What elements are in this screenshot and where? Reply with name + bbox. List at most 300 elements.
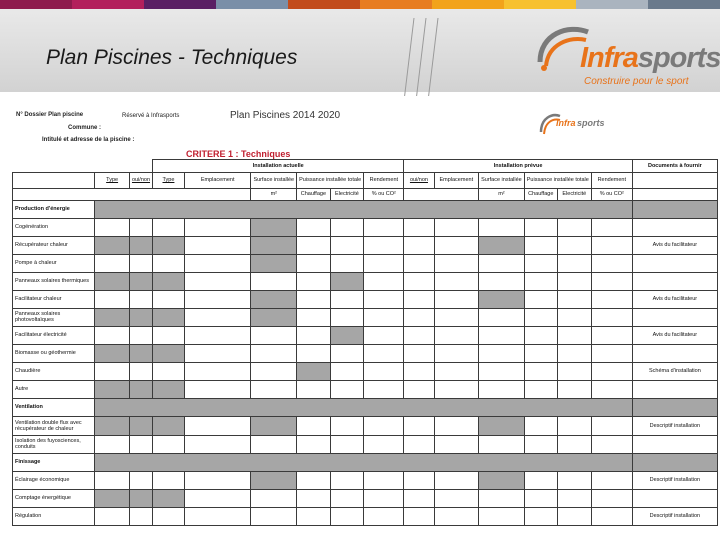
table-cell[interactable] [251, 290, 297, 308]
table-cell[interactable] [330, 308, 364, 326]
table-cell[interactable] [184, 380, 251, 398]
table-cell[interactable] [524, 489, 557, 507]
table-cell[interactable] [479, 435, 525, 453]
stripe-segment [360, 0, 432, 9]
header-m2: m² [251, 188, 297, 200]
stripe-segment [648, 0, 720, 9]
table-row [13, 218, 718, 236]
table-cell[interactable] [557, 308, 591, 326]
table-cell[interactable] [434, 326, 479, 344]
table-cell[interactable] [591, 308, 632, 326]
table-cell[interactable] [524, 362, 557, 380]
table-cell[interactable] [591, 290, 632, 308]
table-cell[interactable] [251, 362, 297, 380]
header-rendement-2: Rendement [591, 172, 632, 188]
table-cell[interactable] [251, 254, 297, 272]
table-cell[interactable] [184, 507, 251, 525]
header-electricite: Electricité [330, 188, 364, 200]
table-cell[interactable] [524, 272, 557, 290]
table-cell[interactable] [404, 272, 434, 290]
table-cell[interactable] [557, 489, 591, 507]
row-label: Pompe à chaleur [13, 254, 95, 272]
row-label: Cogénération [13, 218, 95, 236]
table-cell[interactable] [95, 254, 130, 272]
table-cell[interactable] [184, 236, 251, 254]
table-cell[interactable] [184, 489, 251, 507]
table-cell[interactable] [153, 290, 185, 308]
table-row [13, 272, 718, 290]
table-cell[interactable] [364, 254, 404, 272]
table-cell[interactable] [251, 471, 297, 489]
table-cell[interactable] [434, 308, 479, 326]
table-cell[interactable] [591, 380, 632, 398]
table-cell[interactable] [330, 362, 364, 380]
table-cell[interactable] [330, 218, 364, 236]
brand-logo [532, 18, 720, 90]
table-cell[interactable] [524, 416, 557, 435]
table-cell[interactable] [557, 435, 591, 453]
table-cell[interactable] [479, 362, 525, 380]
scanned-form [2, 96, 718, 540]
table-cell[interactable] [524, 254, 557, 272]
row-document: Descriptif installation [632, 416, 717, 435]
table-cell[interactable] [524, 380, 557, 398]
table-cell[interactable] [129, 308, 152, 326]
table-cell[interactable] [129, 272, 152, 290]
table-cell[interactable] [434, 218, 479, 236]
row-document [632, 398, 717, 416]
table-cell[interactable] [557, 326, 591, 344]
row-label: Récupérateur chaleur [13, 236, 95, 254]
table-cell[interactable] [251, 344, 297, 362]
header-pct-co2: % ou CO² [364, 188, 404, 200]
table-cell[interactable] [184, 272, 251, 290]
table-cell[interactable] [524, 344, 557, 362]
table-cell[interactable] [591, 435, 632, 453]
table-cell[interactable] [591, 489, 632, 507]
brand-wordmark: Infrasports [580, 42, 720, 74]
table-cell[interactable] [404, 218, 434, 236]
table-cell[interactable] [129, 489, 152, 507]
table-cell[interactable] [129, 380, 152, 398]
table-cell[interactable] [479, 326, 525, 344]
table-cell[interactable] [95, 471, 130, 489]
row-label: Ventilation double flux avec récupérateur de chaleur [13, 416, 95, 435]
table-cell[interactable] [153, 489, 185, 507]
table-cell[interactable] [251, 308, 297, 326]
table-cell[interactable] [95, 218, 130, 236]
table-cell[interactable] [184, 326, 251, 344]
table-cell[interactable] [251, 380, 297, 398]
header-type2: Type [153, 172, 185, 188]
table-cell[interactable] [95, 507, 130, 525]
table-cell[interactable] [557, 507, 591, 525]
row-document [632, 489, 717, 507]
table-cell[interactable] [251, 272, 297, 290]
table-cell[interactable] [434, 416, 479, 435]
table-cell[interactable] [153, 507, 185, 525]
table-cell[interactable] [330, 507, 364, 525]
header-puissance-2: Puissance installée totale [524, 172, 591, 188]
row-label: Éclairage économique [13, 471, 95, 489]
table-row [13, 507, 718, 525]
table-row [13, 236, 718, 254]
top-color-stripes [0, 0, 720, 9]
table-cell[interactable] [524, 218, 557, 236]
table-cell[interactable] [297, 344, 331, 362]
table-cell[interactable] [153, 272, 185, 290]
header-chauffage: Chauffage [297, 188, 331, 200]
table-cell[interactable] [557, 272, 591, 290]
table-cell[interactable] [129, 435, 152, 453]
intitule-label: Intitulé et adresse de la piscine : [42, 137, 135, 143]
brand-tagline: Construire pour le sport [584, 76, 689, 87]
row-document [632, 380, 717, 398]
table-row [13, 453, 718, 471]
criteria-table [12, 149, 718, 526]
table-row [13, 435, 718, 453]
table-cell[interactable] [297, 308, 331, 326]
stripe-segment [0, 0, 72, 9]
table-cell[interactable] [364, 489, 404, 507]
table-cell[interactable] [479, 489, 525, 507]
table-row [13, 362, 718, 380]
table-cell[interactable] [404, 344, 434, 362]
table-cell[interactable] [153, 380, 185, 398]
header-oui-non-2: oui/non [404, 172, 434, 188]
table-cell[interactable] [479, 380, 525, 398]
table-cell[interactable] [591, 218, 632, 236]
table-cell[interactable] [95, 416, 130, 435]
table-cell[interactable] [297, 416, 331, 435]
table-cell[interactable] [557, 380, 591, 398]
table-cell[interactable] [330, 471, 364, 489]
row-document: Avis du facilitateur [632, 290, 717, 308]
table-cell[interactable] [330, 380, 364, 398]
table-cell[interactable] [364, 272, 404, 290]
header-rendement: Rendement [364, 172, 404, 188]
table-cell[interactable] [153, 218, 185, 236]
table-row [13, 344, 718, 362]
table-cell[interactable] [330, 272, 364, 290]
row-label: Production d'énergie [13, 200, 95, 218]
table-cell[interactable] [184, 254, 251, 272]
stripe-segment [216, 0, 288, 9]
table-cell[interactable] [251, 326, 297, 344]
table-cell[interactable] [184, 290, 251, 308]
table-cell[interactable] [330, 489, 364, 507]
table-cell[interactable] [129, 236, 152, 254]
table-cell[interactable] [479, 254, 525, 272]
table-cell[interactable] [95, 435, 130, 453]
table-cell[interactable] [153, 254, 185, 272]
table-cell[interactable] [153, 362, 185, 380]
section-band [95, 398, 632, 416]
table-cell[interactable] [297, 236, 331, 254]
stripe-segment [504, 0, 576, 9]
table-cell[interactable] [251, 236, 297, 254]
table-cell[interactable] [434, 236, 479, 254]
table-cell[interactable] [95, 272, 130, 290]
table-row [13, 200, 718, 218]
table-cell[interactable] [95, 380, 130, 398]
mini-swoosh-icon [538, 110, 608, 138]
table-cell[interactable] [364, 218, 404, 236]
table-cell[interactable] [479, 471, 525, 489]
table-cell[interactable] [434, 380, 479, 398]
table-cell[interactable] [434, 489, 479, 507]
row-document [632, 200, 717, 218]
table-cell[interactable] [364, 344, 404, 362]
table-cell[interactable] [404, 416, 434, 435]
table-cell[interactable] [364, 416, 404, 435]
table-cell[interactable] [434, 507, 479, 525]
table-cell[interactable] [330, 290, 364, 308]
table-cell[interactable] [591, 471, 632, 489]
row-label: Autre [13, 380, 95, 398]
table-cell[interactable] [479, 507, 525, 525]
table-cell[interactable] [404, 435, 434, 453]
table-cell[interactable] [95, 489, 130, 507]
svg-text:Infra: Infra [556, 118, 576, 128]
header-puissance: Puissance installée totale [297, 172, 364, 188]
stripe-segment [576, 0, 648, 9]
stripe-segment [144, 0, 216, 9]
table-cell[interactable] [129, 290, 152, 308]
stripe-segment [72, 0, 144, 9]
table-cell[interactable] [95, 326, 130, 344]
table-cell[interactable] [364, 380, 404, 398]
table-cell[interactable] [524, 308, 557, 326]
table-cell[interactable] [184, 344, 251, 362]
table-cell[interactable] [251, 416, 297, 435]
table-cell[interactable] [129, 254, 152, 272]
table-cell[interactable] [297, 435, 331, 453]
table-cell[interactable] [251, 435, 297, 453]
table-cell[interactable] [297, 380, 331, 398]
reserve-label: Réservé à Infrasports [122, 113, 180, 119]
table-cell[interactable] [129, 471, 152, 489]
row-document [632, 453, 717, 471]
table-cell[interactable] [434, 344, 479, 362]
header-installation-actuelle: Installation actuelle [153, 159, 404, 172]
row-document [632, 435, 717, 453]
row-document [632, 218, 717, 236]
criterion-title: CRITERE 1 : Techniques [186, 149, 291, 159]
table-cell[interactable] [364, 507, 404, 525]
table-cell[interactable] [153, 435, 185, 453]
table-cell[interactable] [404, 326, 434, 344]
section-band [95, 200, 632, 218]
row-document [632, 344, 717, 362]
header-electricite-2: Electricité [557, 188, 591, 200]
header-surface-2: Surface installée [479, 172, 525, 188]
table-cell[interactable] [251, 489, 297, 507]
table-cell[interactable] [479, 344, 525, 362]
row-label: Ventilation [13, 398, 95, 416]
table-cell[interactable] [364, 236, 404, 254]
table-cell[interactable] [364, 308, 404, 326]
table-cell[interactable] [297, 272, 331, 290]
table-cell[interactable] [364, 362, 404, 380]
table-cell[interactable] [591, 416, 632, 435]
table-cell[interactable] [297, 362, 331, 380]
table-cell[interactable] [524, 507, 557, 525]
table-cell[interactable] [330, 254, 364, 272]
table-cell[interactable] [479, 308, 525, 326]
table-cell[interactable] [524, 236, 557, 254]
table-cell[interactable] [591, 326, 632, 344]
table-cell[interactable] [129, 416, 152, 435]
row-document: Descriptif installation [632, 507, 717, 525]
table-cell[interactable] [479, 218, 525, 236]
table-cell[interactable] [95, 362, 130, 380]
table-cell[interactable] [129, 218, 152, 236]
table-cell[interactable] [591, 362, 632, 380]
table-cell[interactable] [297, 507, 331, 525]
table-cell[interactable] [330, 435, 364, 453]
table-cell[interactable] [297, 218, 331, 236]
table-cell[interactable] [129, 362, 152, 380]
table-cell[interactable] [404, 290, 434, 308]
table-cell[interactable] [557, 218, 591, 236]
header-installation-prevue: Installation prévue [404, 159, 632, 172]
row-label: Chaudière [13, 362, 95, 380]
row-document [632, 254, 717, 272]
table-cell[interactable] [557, 362, 591, 380]
table-cell[interactable] [524, 435, 557, 453]
table-cell[interactable] [524, 326, 557, 344]
row-document: Descriptif installation [632, 471, 717, 489]
dossier-label: N° Dossier Plan piscine [16, 112, 84, 118]
table-cell[interactable] [557, 254, 591, 272]
table-cell[interactable] [479, 416, 525, 435]
table-cell[interactable] [479, 272, 525, 290]
header-documents: Documents à fournir [632, 159, 717, 172]
row-document [632, 308, 717, 326]
table-cell[interactable] [95, 308, 130, 326]
table-cell[interactable] [184, 308, 251, 326]
table-cell[interactable] [364, 471, 404, 489]
row-document [632, 272, 717, 290]
table-cell[interactable] [404, 471, 434, 489]
table-cell[interactable] [297, 254, 331, 272]
table-cell[interactable] [297, 326, 331, 344]
page-title: Plan Piscines - Techniques [46, 46, 298, 69]
table-cell[interactable] [297, 471, 331, 489]
table-cell[interactable] [434, 435, 479, 453]
row-label: Régulation [13, 507, 95, 525]
table-cell[interactable] [591, 507, 632, 525]
table-cell[interactable] [557, 416, 591, 435]
table-row [13, 326, 718, 344]
table-cell[interactable] [434, 362, 479, 380]
header-emplacement: Emplacement [184, 172, 251, 188]
table-row [13, 308, 718, 326]
section-band [95, 453, 632, 471]
stripe-segment [288, 0, 360, 9]
table-cell[interactable] [557, 236, 591, 254]
table-cell[interactable] [557, 471, 591, 489]
row-document: Avis du facilitateur [632, 326, 717, 344]
table-cell[interactable] [591, 344, 632, 362]
table-cell[interactable] [184, 416, 251, 435]
table-row [13, 290, 718, 308]
table-cell[interactable] [184, 218, 251, 236]
form-title: Plan Piscines 2014 2020 [230, 110, 341, 121]
table-cell[interactable] [524, 290, 557, 308]
row-document: Schéma d'installation [632, 362, 717, 380]
table-cell[interactable] [434, 272, 479, 290]
table-cell[interactable] [95, 290, 130, 308]
table-cell[interactable] [330, 344, 364, 362]
table-cell[interactable] [404, 380, 434, 398]
table-cell[interactable] [129, 344, 152, 362]
table-cell[interactable] [434, 290, 479, 308]
table-cell[interactable] [297, 489, 331, 507]
table-cell[interactable] [557, 290, 591, 308]
table-row [13, 489, 718, 507]
table-cell[interactable] [591, 236, 632, 254]
table-cell[interactable] [251, 507, 297, 525]
row-label: Panneaux solaires thermiques [13, 272, 95, 290]
table-cell[interactable] [129, 507, 152, 525]
table-cell[interactable] [297, 290, 331, 308]
table-cell[interactable] [129, 326, 152, 344]
table-cell[interactable] [251, 218, 297, 236]
table-cell[interactable] [404, 507, 434, 525]
table-cell[interactable] [153, 308, 185, 326]
table-cell[interactable] [404, 236, 434, 254]
table-cell[interactable] [153, 326, 185, 344]
table-cell[interactable] [184, 471, 251, 489]
table-row [13, 380, 718, 398]
table-cell[interactable] [330, 416, 364, 435]
table-cell[interactable] [479, 290, 525, 308]
table-cell[interactable] [153, 344, 185, 362]
header-emplacement-2: Emplacement [434, 172, 479, 188]
commune-label: Commune : [68, 125, 101, 131]
table-cell[interactable] [184, 435, 251, 453]
table-cell[interactable] [591, 272, 632, 290]
table-cell[interactable] [95, 236, 130, 254]
table-cell[interactable] [557, 344, 591, 362]
table-cell[interactable] [479, 236, 525, 254]
table-cell[interactable] [404, 254, 434, 272]
table-cell[interactable] [153, 416, 185, 435]
table-cell[interactable] [184, 362, 251, 380]
table-cell[interactable] [364, 435, 404, 453]
table-cell[interactable] [404, 362, 434, 380]
table-cell[interactable] [434, 254, 479, 272]
row-label: Comptage énergétique [13, 489, 95, 507]
table-cell[interactable] [153, 236, 185, 254]
table-cell[interactable] [364, 290, 404, 308]
table-cell[interactable] [591, 254, 632, 272]
table-cell[interactable] [153, 471, 185, 489]
table-cell[interactable] [524, 471, 557, 489]
header-chauffage-2: Chauffage [524, 188, 557, 200]
table-cell[interactable] [434, 471, 479, 489]
table-cell[interactable] [404, 489, 434, 507]
table-cell[interactable] [95, 344, 130, 362]
table-cell[interactable] [364, 326, 404, 344]
table-cell[interactable] [404, 308, 434, 326]
table-cell[interactable] [330, 236, 364, 254]
table-cell[interactable] [330, 326, 364, 344]
row-label: Finissage [13, 453, 95, 471]
mini-brand-logo [538, 110, 608, 138]
